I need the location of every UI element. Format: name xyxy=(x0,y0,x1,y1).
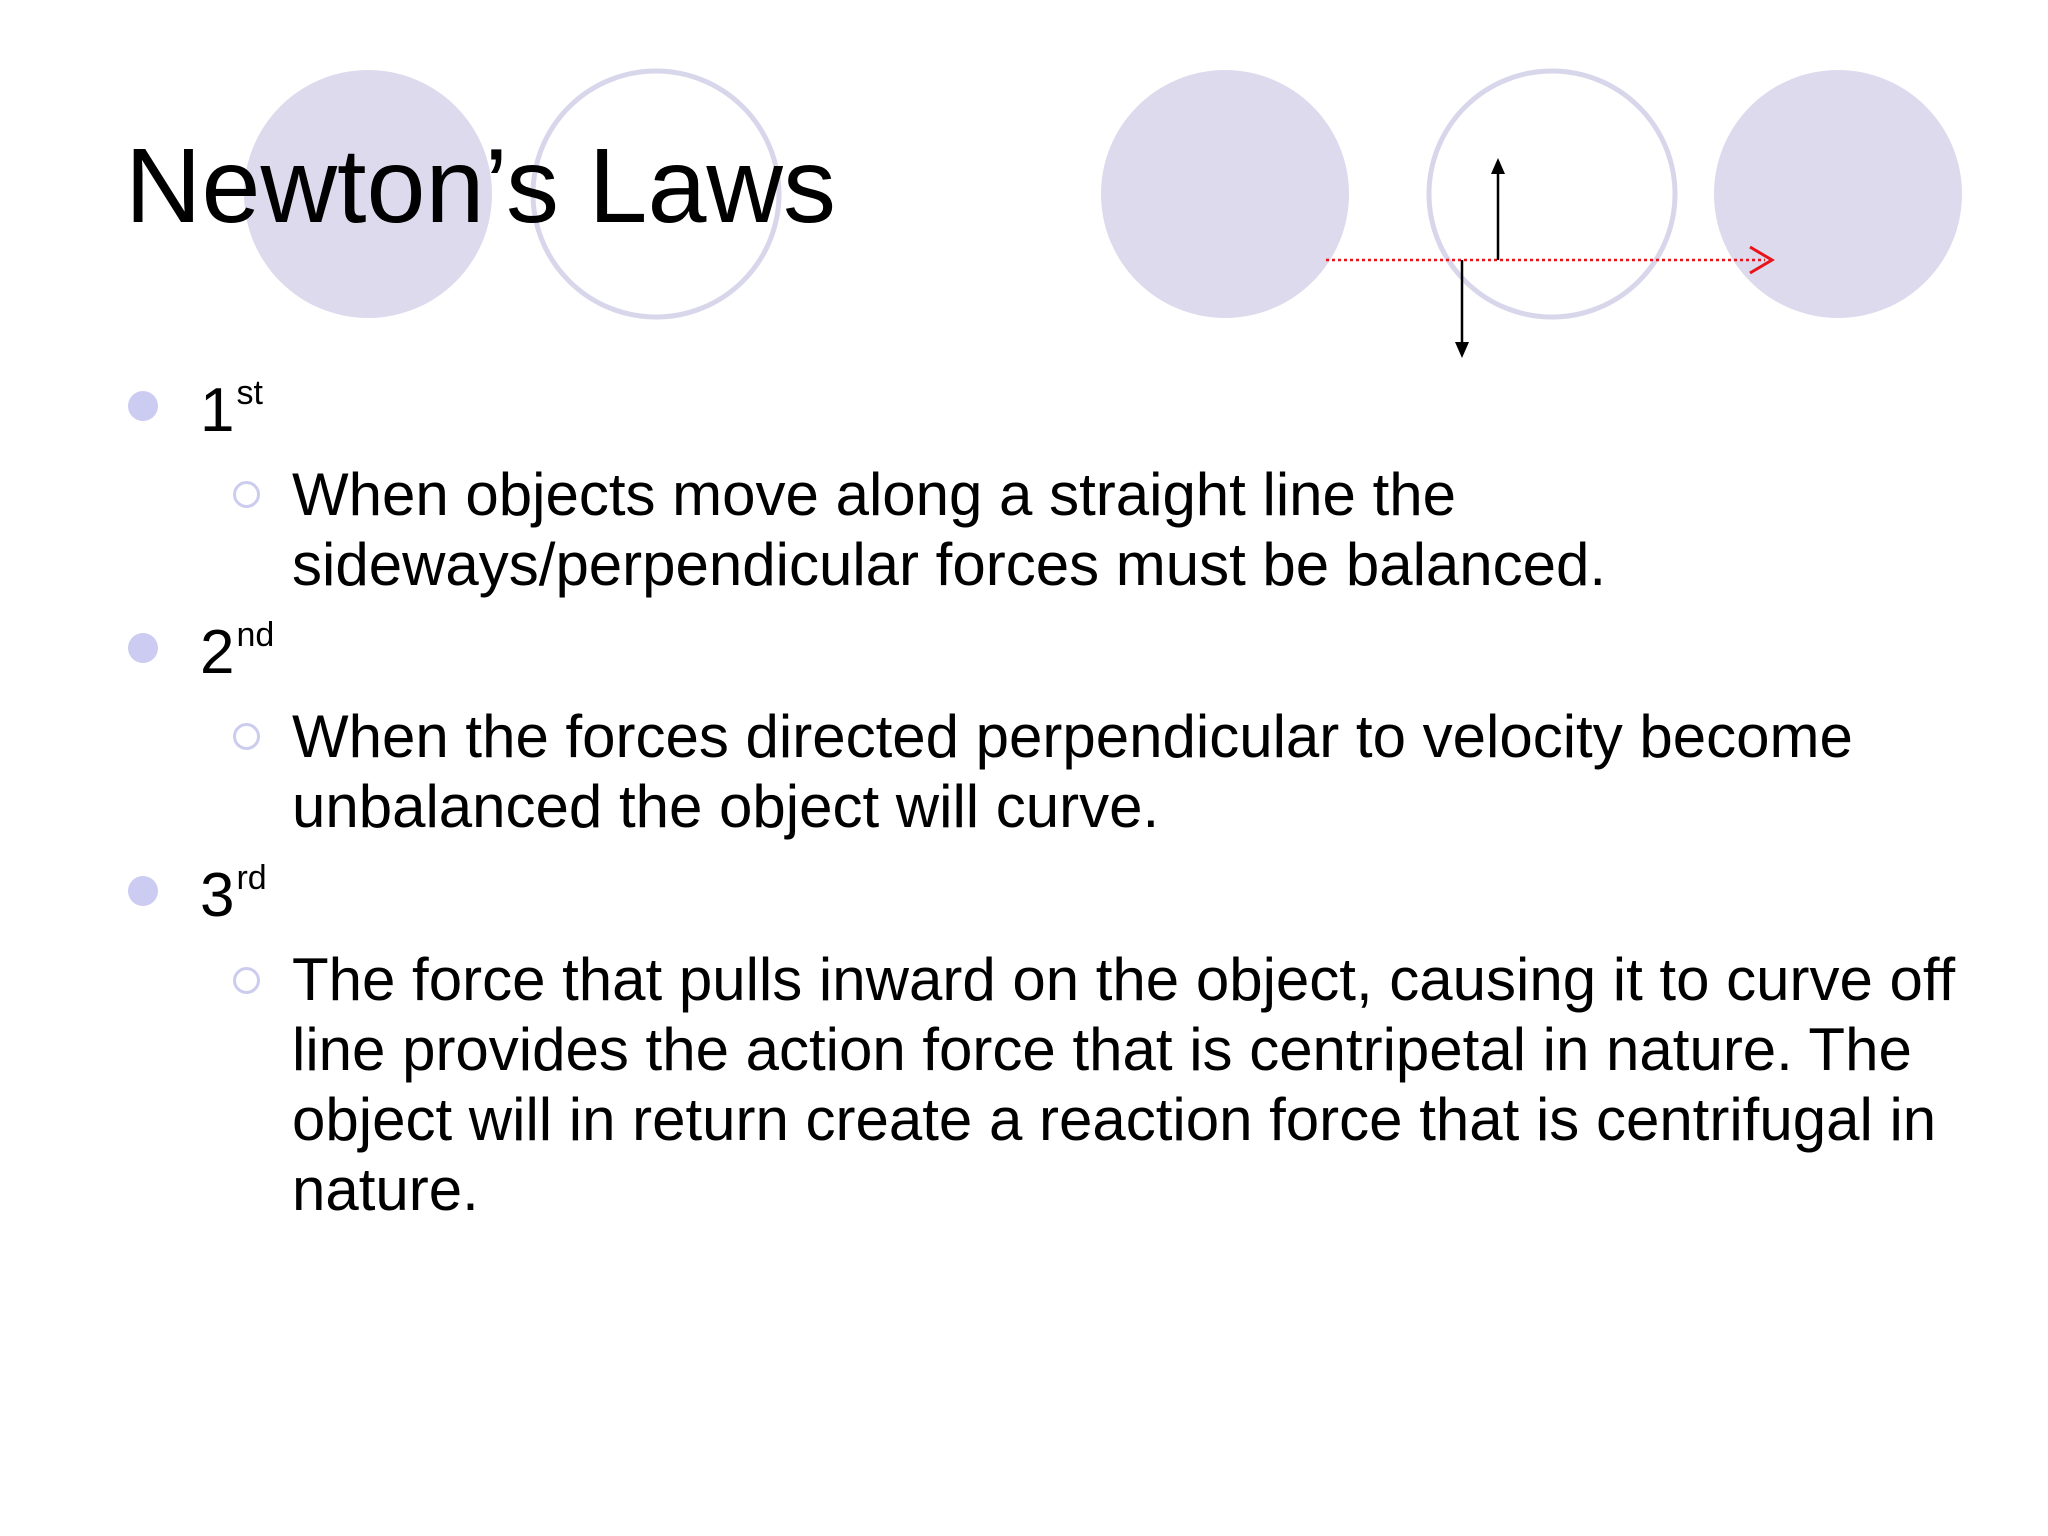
bullet-dot-2 xyxy=(128,633,158,663)
bullet-label-2 xyxy=(200,616,275,687)
bullet-label-3 xyxy=(200,859,267,930)
bullet-suffix-3: rd xyxy=(236,859,267,897)
bullet-dot-3 xyxy=(128,876,158,906)
bullet-number-1: 1 xyxy=(200,376,235,445)
sub-bullet-ring-1 xyxy=(233,481,260,508)
bullet-number-3: 3 xyxy=(200,861,235,930)
bullet-suffix-2: nd xyxy=(236,616,275,654)
bullet-text-2: When the forces directed perpendicular to velocity become unbalanced the object will curve. xyxy=(292,703,1853,840)
bullet-number-2: 2 xyxy=(200,618,235,687)
sub-bullet-ring-2 xyxy=(233,723,260,750)
bullet-dot-1 xyxy=(128,391,158,421)
bullet-text-1: When objects move along a straight line the sideways/perpendicular forces must be balanced. xyxy=(292,461,1607,598)
bullet-label-1 xyxy=(200,374,263,445)
bullet-suffix-1: st xyxy=(236,374,263,412)
bullet-text-3: The force that pulls inward on the object, causing it to curve off line provides the action force that is centripetal in nature. The object will in return create a reaction force that is centrifugal in nature. xyxy=(292,946,1956,1223)
sub-bullet-ring-3 xyxy=(233,967,260,994)
slide-title: Newton’s Laws xyxy=(125,127,836,245)
